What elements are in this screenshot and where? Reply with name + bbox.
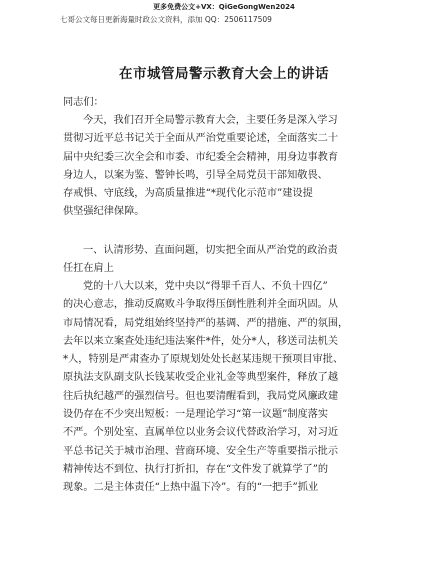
- paragraph-line: 现象。二是主体责任“上热中温下冷”。有的“一把手”抓业: [63, 482, 319, 494]
- paragraph-situation: [63, 278, 393, 498]
- paragraph-line: *人，特别是严肃查办了原规划处处长赵某违规干预项目审批、: [63, 354, 344, 366]
- paragraph-line: 供坚强纪律保障。: [63, 206, 145, 218]
- paragraph-line: 存戒惧、守底线，为高质量推进“*现代化示范市”建设提: [63, 188, 313, 200]
- paragraph-line: 党的十八大以来，党中央以“得罪千百人、不负十四亿”: [83, 281, 328, 292]
- paragraph-line: 市局情况看，局党组始终坚持严的基调、严的措施、严的氛围，: [63, 317, 349, 329]
- paragraph-line: 身边人，以案为鉴、警钟长鸣，引导全局党员干部知敬畏、: [63, 169, 328, 181]
- paragraph-line: 的决心意志，推动反腐败斗争取得压倒性胜利并全面巩固。从: [63, 299, 339, 311]
- heading-line: 一、认清形势、直面问题，切实把全面从严治党的政治责: [83, 245, 338, 256]
- heading-line: 任扛在肩上: [63, 263, 114, 275]
- paragraph-line: 届中央纪委三次全会和市委、市纪委全会精神，用身边事教育: [63, 151, 339, 163]
- paragraph-line: 今天，我们召开全局警示教育大会，主要任务是深入学习: [83, 115, 338, 126]
- paragraph-line: 原执法支队副支队长钱某收受企业礼金等典型案件，释放了越: [63, 372, 339, 384]
- watermark-text: 更多免费公文+VX：QiGeGongWen2024: [153, 3, 295, 11]
- greeting: 同志们：: [63, 97, 104, 108]
- paragraph-line: 贯彻习近平总书记关于全面从严治党重要论述，全面落实二十: [63, 133, 339, 145]
- paragraph-line: 去年以来立案查处违纪违法案件*件，处分*人，移送司法机关: [63, 335, 339, 347]
- paragraph-intro: [63, 112, 393, 222]
- section-heading-1: [63, 242, 393, 279]
- paragraph-line: 设仍存在不少突出短板：一是理论学习“第一议题”制度落实: [63, 409, 329, 421]
- paragraph-line: 精神传达不到位、执行打折扣，存在“文件发了就算学了”的: [63, 463, 329, 475]
- paragraph-line: 平总书记关于城市治理、营商环境、安全生产等重要指示批示: [63, 445, 339, 457]
- paragraph-line: 往后执纪越严的强烈信号。但也要清醒看到，我局党风廉政建: [63, 390, 339, 402]
- document-title: 在市城管局警示教育大会上的讲话: [119, 66, 329, 82]
- header-note: 七哥公文每日更新海量时政公文资料，添加 QQ：2506117509: [60, 15, 272, 24]
- paragraph-line: 不严。个别处室、直属单位以业务会议代替政治学习，对习近: [63, 427, 339, 439]
